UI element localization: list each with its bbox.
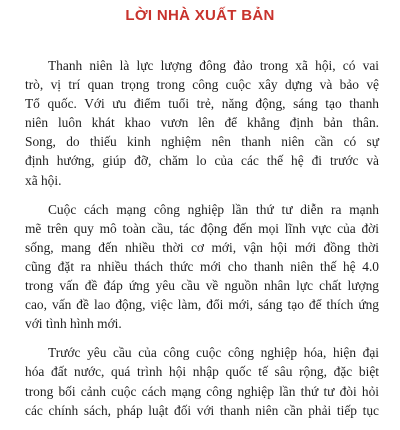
paragraph-1 bbox=[25, 56, 379, 190]
page-title: LỜI NHÀ XUẤT BẢN bbox=[125, 7, 275, 24]
body-text bbox=[25, 56, 379, 430]
text-line: sống, mang đến nhiều thời cơ mới, vận hội mới đồng thời bbox=[25, 239, 379, 255]
text-line: Song, do thiếu kinh nghiệm nên thanh niên cần có sự bbox=[25, 134, 379, 150]
text-line: mẽ trên quy mô toàn cầu, tác động đến mọi lĩnh vực của đời bbox=[25, 220, 379, 236]
text-line: cao, vấn đề lao động, việc làm, đổi mới, sáng tạo để thích ứng bbox=[25, 297, 379, 313]
text-line: niên luôn khát khao vươn lên để khẳng định bản thân. bbox=[25, 115, 379, 131]
text-line: các chính sách, pháp luật đối với thanh niên cần phải tiếp tục bbox=[25, 402, 379, 418]
text-line: Thanh niên là lực lượng đông đảo trong xã hội, có vai bbox=[48, 58, 379, 73]
text-line: hóa đất nước, quá trình hội nhập quốc tế sâu rộng, đặc biệt bbox=[25, 364, 379, 380]
paragraph-3 bbox=[25, 343, 379, 419]
text-line: Tổ quốc. Với ưu điểm tuổi trẻ, năng động, sáng tạo thanh bbox=[25, 96, 379, 112]
text-line: Trước yêu cầu của công cuộc công nghiệp hóa, hiện đại bbox=[48, 345, 379, 361]
text-line: với tình hình mới. bbox=[25, 316, 122, 332]
text-line: trò, vị trí quan trọng trong công cuộc xây dựng và bảo vệ bbox=[25, 77, 379, 93]
text-line: định hướng, giúp đỡ, chăm lo của các thế hệ đi trước và bbox=[25, 153, 379, 169]
text-line: cũng đặt ra nhiều thách thức mới cho thanh niên thế hệ 4.0 bbox=[25, 258, 379, 274]
text-line: trong vấn đề đáp ứng yêu cầu về nguồn nhân lực chất lượng bbox=[25, 278, 379, 294]
text-line: trong bối cảnh cuộc cách mạng công nghiệp lần thứ tư đòi hỏi bbox=[25, 383, 379, 399]
text-line: xã hội. bbox=[25, 172, 62, 188]
text-line: Cuộc cách mạng công nghiệp lần thứ tư diễn ra mạnh bbox=[48, 201, 379, 217]
paragraph-2 bbox=[25, 200, 379, 334]
